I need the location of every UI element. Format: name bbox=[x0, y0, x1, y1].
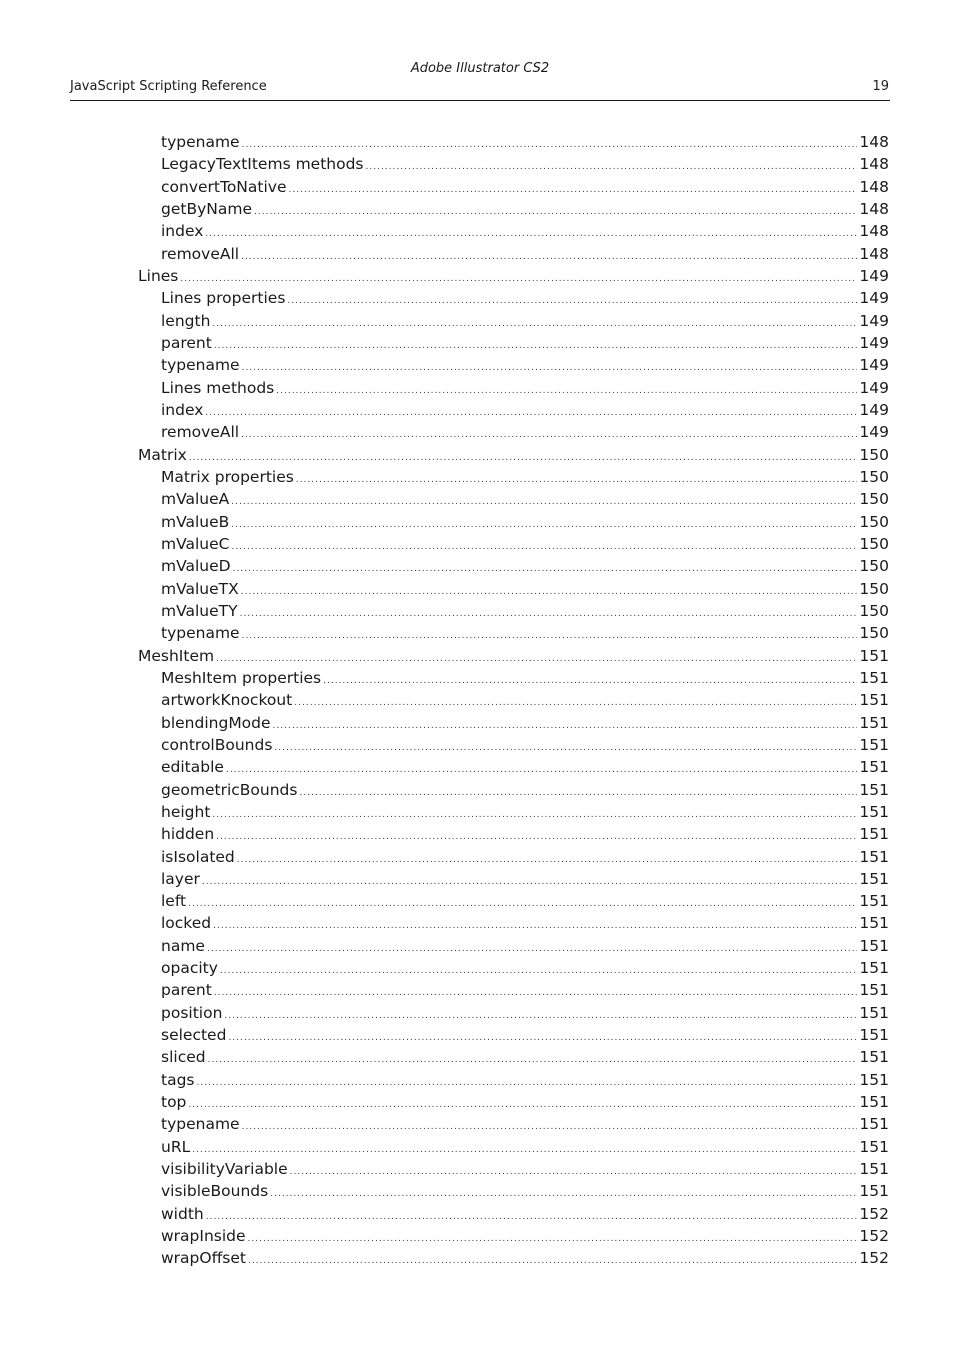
toc-entry[interactable] bbox=[0, 421, 960, 443]
toc-entry-term: top bbox=[161, 1093, 187, 1112]
dot-leader bbox=[216, 831, 857, 843]
dot-leader bbox=[299, 787, 857, 799]
toc-entry-page: 148 bbox=[859, 177, 889, 196]
toc-entry[interactable] bbox=[0, 533, 960, 555]
toc-entry-page: 150 bbox=[859, 445, 889, 464]
toc-entry-term: hidden bbox=[161, 825, 215, 844]
toc-entry[interactable] bbox=[0, 198, 960, 220]
toc-entry-term: mValueTY bbox=[161, 601, 238, 620]
toc-entry-term: parent bbox=[161, 333, 212, 352]
dot-leader bbox=[189, 452, 858, 464]
dot-leader bbox=[240, 608, 858, 620]
toc-entry[interactable] bbox=[0, 354, 960, 376]
dot-leader bbox=[254, 206, 857, 218]
toc-entry-page: 150 bbox=[859, 557, 889, 576]
toc-entry-page: 151 bbox=[859, 691, 889, 710]
toc-entry-term: visibleBounds bbox=[161, 1182, 269, 1201]
toc-entry[interactable] bbox=[0, 243, 960, 265]
dot-leader bbox=[241, 586, 858, 598]
toc-entry-page: 149 bbox=[859, 356, 889, 375]
toc-entry-page: 152 bbox=[859, 1227, 889, 1246]
dot-leader bbox=[274, 742, 857, 754]
dot-leader bbox=[214, 340, 858, 352]
dot-leader bbox=[205, 228, 857, 240]
toc-entry-page: 151 bbox=[859, 1003, 889, 1022]
toc-entry-page: 149 bbox=[859, 266, 889, 285]
toc-entry-term: length bbox=[161, 311, 211, 330]
toc-entry-page: 151 bbox=[859, 735, 889, 754]
dot-leader bbox=[237, 854, 858, 866]
toc-entry-page: 148 bbox=[859, 155, 889, 174]
toc-entry-page: 151 bbox=[859, 1093, 889, 1112]
toc-entry[interactable] bbox=[0, 1046, 960, 1068]
toc-entry-term: typename bbox=[161, 1115, 240, 1134]
toc-entry-page: 151 bbox=[859, 1115, 889, 1134]
dot-leader bbox=[214, 987, 858, 999]
toc-entry-page: 151 bbox=[859, 869, 889, 888]
toc-entry-term: convertToNative bbox=[161, 177, 287, 196]
toc-entry-page: 151 bbox=[859, 847, 889, 866]
dot-leader bbox=[290, 1166, 858, 1178]
toc-entry[interactable] bbox=[0, 555, 960, 577]
toc-entry-term: mValueA bbox=[161, 490, 230, 509]
toc-entry-page: 152 bbox=[859, 1249, 889, 1268]
toc-entry-term: name bbox=[161, 936, 205, 955]
toc-entry-page: 150 bbox=[859, 512, 889, 531]
toc-entry[interactable] bbox=[0, 1158, 960, 1180]
dot-leader bbox=[205, 407, 857, 419]
toc-entry[interactable] bbox=[0, 511, 960, 533]
dot-leader bbox=[192, 1144, 857, 1156]
toc-entry[interactable] bbox=[0, 1069, 960, 1091]
toc-entry[interactable] bbox=[0, 1091, 960, 1113]
toc-entry-term: mValueB bbox=[161, 512, 230, 531]
toc-entry-page: 149 bbox=[859, 423, 889, 442]
toc-entry-page: 151 bbox=[859, 914, 889, 933]
toc-entry-term: uRL bbox=[161, 1137, 191, 1156]
toc-entry[interactable] bbox=[0, 712, 960, 734]
toc-entry[interactable] bbox=[0, 645, 960, 667]
toc-entry[interactable] bbox=[0, 957, 960, 979]
toc-entry-term: removeAll bbox=[161, 423, 240, 442]
dot-leader bbox=[216, 653, 857, 665]
dot-leader bbox=[207, 943, 857, 955]
toc-entry[interactable] bbox=[0, 846, 960, 868]
toc-entry[interactable] bbox=[0, 444, 960, 466]
toc-entry-term: height bbox=[161, 802, 211, 821]
dot-leader bbox=[323, 675, 857, 687]
toc-entry-term: getByName bbox=[161, 199, 252, 218]
toc-entry[interactable] bbox=[0, 779, 960, 801]
toc-entry-term: typename bbox=[161, 133, 240, 151]
toc-entry-term: removeAll bbox=[161, 244, 240, 263]
dot-leader bbox=[213, 920, 857, 932]
toc-entry-page: 150 bbox=[859, 467, 889, 486]
toc-entry-term: parent bbox=[161, 981, 212, 1000]
toc-entry[interactable] bbox=[0, 488, 960, 510]
document-title: Adobe Illustrator CS2 bbox=[410, 61, 550, 76]
dot-leader bbox=[296, 474, 858, 486]
toc-entry-term: selected bbox=[161, 1026, 227, 1045]
toc-entry-page: 151 bbox=[859, 668, 889, 687]
dot-leader bbox=[276, 385, 857, 397]
toc-entry[interactable] bbox=[0, 153, 960, 175]
dot-leader bbox=[294, 697, 857, 709]
toc-entry-term: left bbox=[161, 892, 187, 911]
toc-entry-term: typename bbox=[161, 624, 240, 643]
toc-entry-page: 151 bbox=[859, 981, 889, 1000]
toc-entry-page: 148 bbox=[859, 133, 889, 151]
toc-entry[interactable] bbox=[0, 1225, 960, 1247]
toc-entry[interactable] bbox=[0, 1203, 960, 1225]
toc-entry-page: 148 bbox=[859, 222, 889, 241]
dot-leader bbox=[270, 1188, 857, 1200]
toc-entry-page: 151 bbox=[859, 959, 889, 978]
dot-leader bbox=[188, 1099, 857, 1111]
toc-entry-page: 148 bbox=[859, 199, 889, 218]
header-divider bbox=[70, 100, 890, 101]
toc-entry-term: opacity bbox=[161, 959, 218, 978]
toc-entry-page: 150 bbox=[859, 490, 889, 509]
toc-entry[interactable] bbox=[0, 578, 960, 600]
toc-entry-term: position bbox=[161, 1003, 223, 1022]
dot-leader bbox=[202, 876, 858, 888]
dot-leader bbox=[366, 161, 858, 173]
toc-entry[interactable] bbox=[0, 1247, 960, 1269]
toc-entry[interactable] bbox=[0, 220, 960, 242]
toc-entry[interactable] bbox=[0, 823, 960, 845]
toc-entry-term: Lines methods bbox=[161, 378, 275, 397]
toc-entry-page: 151 bbox=[859, 646, 889, 665]
toc-entry-page: 151 bbox=[859, 802, 889, 821]
toc-entry[interactable] bbox=[0, 801, 960, 823]
toc-entry-term: mValueC bbox=[161, 534, 230, 553]
toc-entry[interactable] bbox=[0, 622, 960, 644]
dot-leader bbox=[206, 1211, 858, 1223]
toc-entry[interactable] bbox=[0, 1024, 960, 1046]
dot-leader bbox=[231, 496, 857, 508]
toc-entry-term: sliced bbox=[161, 1048, 206, 1067]
dot-leader bbox=[248, 1233, 858, 1245]
dot-leader bbox=[197, 1077, 858, 1089]
toc-entry-term: visibilityVariable bbox=[161, 1160, 288, 1179]
toc-entry[interactable] bbox=[0, 1113, 960, 1135]
toc-entry-term: locked bbox=[161, 914, 212, 933]
dot-leader bbox=[212, 318, 857, 330]
toc-entry[interactable] bbox=[0, 265, 960, 287]
section-title: JavaScript Scripting Reference bbox=[70, 79, 267, 94]
toc-entry-page: 151 bbox=[859, 892, 889, 911]
toc-entry-term: blendingMode bbox=[161, 713, 271, 732]
toc-entry-page: 150 bbox=[859, 601, 889, 620]
toc-entry-page: 151 bbox=[859, 825, 889, 844]
toc-entry-page: 151 bbox=[859, 758, 889, 777]
toc-entry-term: tags bbox=[161, 1070, 195, 1089]
toc-entry[interactable] bbox=[0, 332, 960, 354]
dot-leader bbox=[231, 519, 857, 531]
toc-entry-term: MeshItem bbox=[138, 646, 215, 665]
toc-entry[interactable] bbox=[0, 689, 960, 711]
toc-entry[interactable] bbox=[0, 935, 960, 957]
toc-entry[interactable] bbox=[0, 868, 960, 890]
toc-entry-term: wrapInside bbox=[161, 1227, 246, 1246]
toc-entry-term: isIsolated bbox=[161, 847, 235, 866]
dot-leader bbox=[289, 184, 858, 196]
toc-entry-term: artworkKnockout bbox=[161, 691, 293, 710]
toc-entry[interactable] bbox=[0, 377, 960, 399]
dot-leader bbox=[208, 1054, 858, 1066]
dot-leader bbox=[232, 541, 858, 553]
toc-entry-page: 149 bbox=[859, 333, 889, 352]
toc-entry[interactable] bbox=[0, 667, 960, 689]
dot-leader bbox=[228, 1032, 857, 1044]
dot-leader bbox=[273, 720, 858, 732]
toc-entry[interactable] bbox=[0, 979, 960, 1001]
toc-entry-term: mValueD bbox=[161, 557, 231, 576]
dot-leader bbox=[220, 965, 858, 977]
toc-entry-page: 151 bbox=[859, 1182, 889, 1201]
toc-entry-page: 151 bbox=[859, 1070, 889, 1089]
toc-entry[interactable] bbox=[0, 131, 960, 153]
toc-entry-term: LegacyTextItems methods bbox=[161, 155, 364, 174]
toc-entry-page: 149 bbox=[859, 289, 889, 308]
toc-entry-term: layer bbox=[161, 869, 200, 888]
toc-entry-page: 151 bbox=[859, 1137, 889, 1156]
toc-entry[interactable] bbox=[0, 287, 960, 309]
toc-entry[interactable] bbox=[0, 176, 960, 198]
toc-entry-term: Matrix properties bbox=[161, 467, 294, 486]
dot-leader bbox=[233, 563, 858, 575]
toc-entry[interactable] bbox=[0, 310, 960, 332]
toc-entry-page: 152 bbox=[859, 1204, 889, 1223]
dot-leader bbox=[180, 273, 857, 285]
toc-entry[interactable] bbox=[0, 1002, 960, 1024]
dot-leader bbox=[212, 809, 857, 821]
table-of-contents bbox=[0, 131, 960, 1270]
toc-entry[interactable] bbox=[0, 756, 960, 778]
dot-leader bbox=[287, 295, 857, 307]
dot-leader bbox=[248, 1255, 857, 1267]
toc-entry-term: MeshItem properties bbox=[161, 668, 322, 687]
dot-leader bbox=[242, 139, 858, 151]
toc-entry-page: 148 bbox=[859, 244, 889, 263]
toc-entry-page: 151 bbox=[859, 1160, 889, 1179]
toc-entry-term: Lines properties bbox=[161, 289, 286, 308]
toc-entry-page: 151 bbox=[859, 1048, 889, 1067]
toc-entry-page: 151 bbox=[859, 713, 889, 732]
toc-entry[interactable] bbox=[0, 466, 960, 488]
toc-entry[interactable] bbox=[0, 600, 960, 622]
toc-entry-page: 149 bbox=[859, 311, 889, 330]
toc-entry[interactable] bbox=[0, 912, 960, 934]
toc-entry-term: wrapOffset bbox=[161, 1249, 246, 1268]
toc-entry-page: 149 bbox=[859, 400, 889, 419]
toc-entry-term: Lines bbox=[138, 266, 179, 285]
toc-entry-term: geometricBounds bbox=[161, 780, 298, 799]
toc-entry[interactable] bbox=[0, 890, 960, 912]
toc-entry-term: typename bbox=[161, 356, 240, 375]
toc-entry-page: 151 bbox=[859, 1026, 889, 1045]
toc-entry-page: 151 bbox=[859, 780, 889, 799]
toc-entry-term: width bbox=[161, 1204, 204, 1223]
toc-entry-term: controlBounds bbox=[161, 735, 273, 754]
toc-entry-page: 150 bbox=[859, 534, 889, 553]
toc-entry[interactable] bbox=[0, 399, 960, 421]
toc-entry[interactable] bbox=[0, 1136, 960, 1158]
toc-entry[interactable] bbox=[0, 1180, 960, 1202]
page-number: 19 bbox=[872, 79, 889, 94]
toc-entry-term: editable bbox=[161, 758, 224, 777]
dot-leader bbox=[224, 1010, 857, 1022]
toc-entry-page: 149 bbox=[859, 378, 889, 397]
dot-leader bbox=[242, 362, 858, 374]
dot-leader bbox=[242, 1121, 858, 1133]
toc-entry-page: 150 bbox=[859, 579, 889, 598]
toc-entry[interactable] bbox=[0, 734, 960, 756]
dot-leader bbox=[188, 898, 857, 910]
toc-entry-page: 150 bbox=[859, 624, 889, 643]
dot-leader bbox=[242, 630, 858, 642]
toc-entry-term: index bbox=[161, 222, 204, 241]
dot-leader bbox=[241, 429, 857, 441]
toc-entry-term: Matrix bbox=[138, 445, 187, 464]
dot-leader bbox=[241, 251, 857, 263]
toc-entry-term: index bbox=[161, 400, 204, 419]
dot-leader bbox=[226, 764, 857, 776]
toc-entry-page: 151 bbox=[859, 936, 889, 955]
toc-entry-term: mValueTX bbox=[161, 579, 239, 598]
